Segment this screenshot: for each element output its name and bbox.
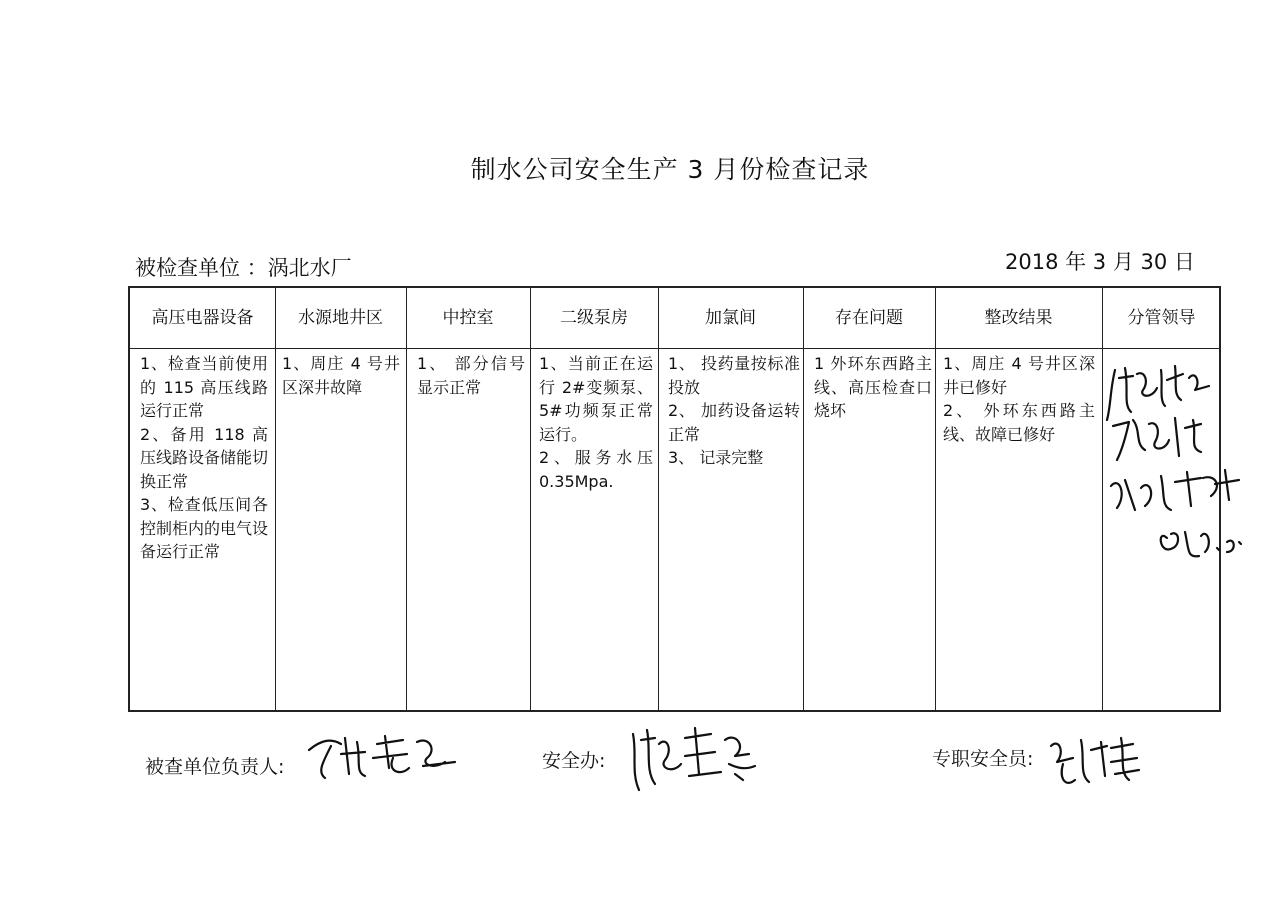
supervisor-signatures <box>1105 360 1245 560</box>
column-divider <box>530 288 531 710</box>
header-well-area: 水源地井区 <box>298 308 383 328</box>
header-issues: 存在问题 <box>835 308 903 328</box>
cell-chlorine-room: 1、 投药量按标准投放 2、 加药设备运转正常 3、 记录完整 <box>668 354 800 467</box>
responsible-signature <box>305 728 465 788</box>
header-control-room: 中控室 <box>442 308 494 328</box>
inspection-date: 2018 年 3 月 30 日 <box>1005 250 1195 274</box>
responsible-label: 被查单位负责人: <box>145 756 285 778</box>
cell-issues: 1 外环东西路主线、高压检查口烧坏 <box>814 354 932 420</box>
header-pump-house: 二级泵房 <box>560 308 628 328</box>
column-divider <box>275 288 276 710</box>
page-title: 制水公司安全生产 3 月份检查记录 <box>470 155 870 184</box>
safety-officer-signature <box>1045 730 1145 800</box>
safety-office-signature <box>625 720 765 800</box>
cell-rectification: 1、周庄 4 号井区深井已修好 2、 外环东西路主线、故障已修好 <box>943 354 1095 444</box>
safety-officer-label: 专职安全员: <box>932 748 1034 770</box>
safety-office-label: 安全办: <box>542 750 606 772</box>
column-divider <box>406 288 407 710</box>
column-divider <box>658 288 659 710</box>
header-chlorine-room: 加氯间 <box>705 308 756 328</box>
column-divider <box>803 288 804 710</box>
header-supervisor: 分管领导 <box>1127 308 1196 328</box>
cell-pump-house: 1、当前正在运行 2#变频泵、5#功频泵正常运行。 2、服务水压 0.35Mpa. <box>539 354 653 491</box>
inspection-table <box>128 286 1221 712</box>
column-divider <box>1102 288 1103 710</box>
cell-control-room: 1、 部分信号显示正常 <box>417 354 525 397</box>
header-hv-equipment: 高压电器设备 <box>151 308 254 328</box>
cell-hv-equipment: 1、检查当前使用的 115 高压线路运行正常 2、备用 118 高压线路设备储能切换正常 3、检查低压间各控制柜内的电气设备运行正常 <box>140 354 269 561</box>
inspected-unit: 被检查单位 ：涡北水厂 <box>135 256 352 280</box>
cell-well-area: 1、周庄 4 号井区深井故障 <box>282 354 400 397</box>
header-divider <box>130 348 1219 349</box>
header-rectification: 整改结果 <box>984 308 1053 328</box>
column-divider <box>935 288 936 710</box>
